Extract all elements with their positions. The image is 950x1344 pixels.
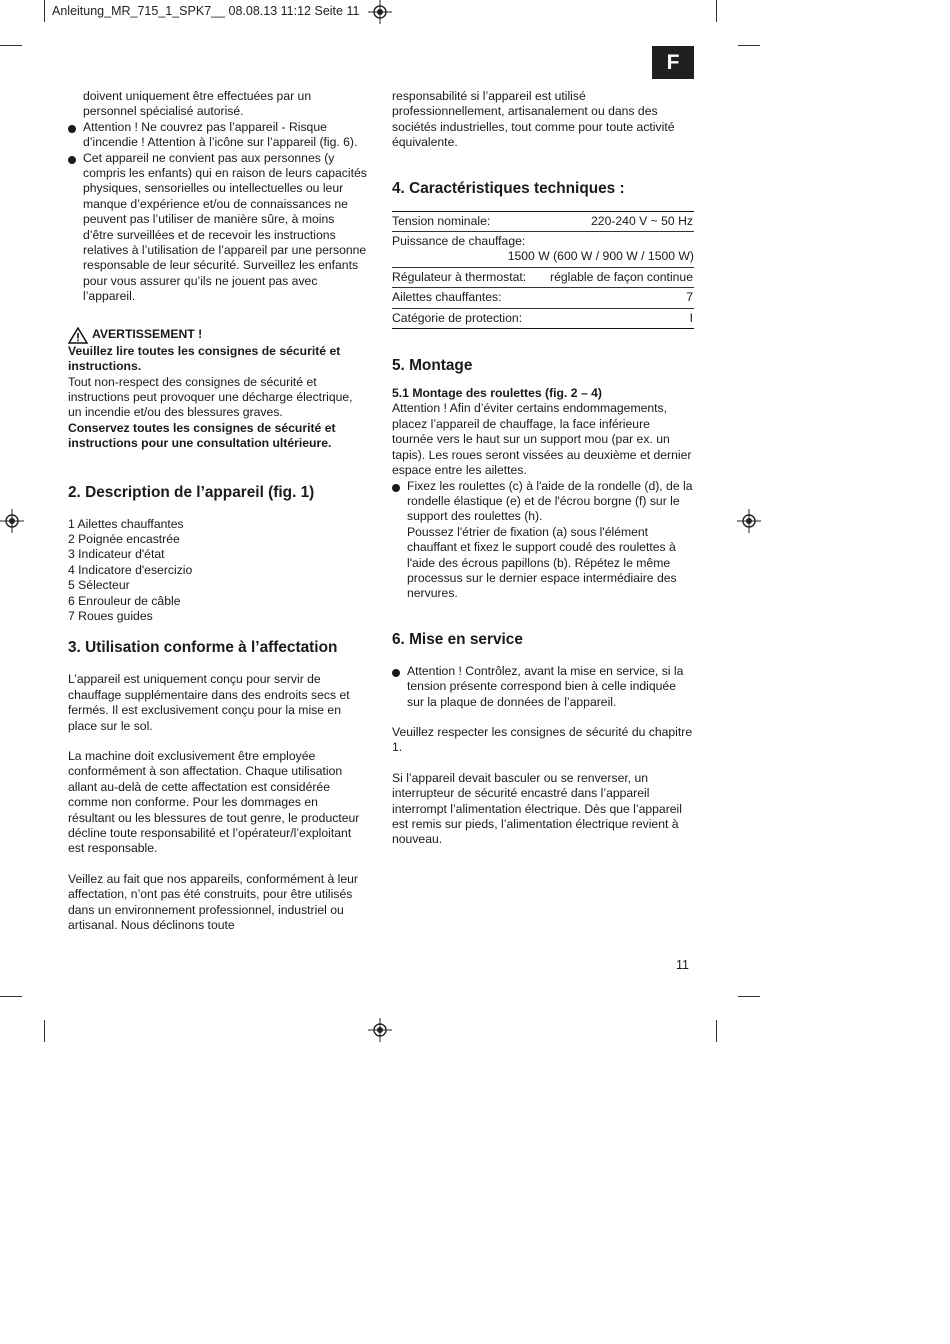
- bullet-continuation: Poussez l'étrier de fixation (a) sous l'élément chauffant et fixez le support coudé des roulettes à l'aide des écrous papillons (b). Répétez le même processus sur le dernier espace intermédiaire des nervures.: [407, 524, 677, 601]
- paragraph: L’appareil est uniquement conçu pour servir de chauffage supplémentaire dans des endroits secs et fermés. Il est exclusivement conçu pour la mise en place sur le sol.: [68, 672, 350, 733]
- crop-mark: [738, 996, 760, 997]
- list-item: 3 Indicateur d'état: [68, 547, 165, 562]
- right-column: [392, 89, 694, 848]
- bullet-dot-icon: [392, 484, 400, 492]
- spec-value: réglable de façon continue: [538, 267, 694, 287]
- registration-mark-icon: [0, 509, 24, 533]
- table-row: [392, 232, 694, 268]
- continued-paragraph: doivent uniquement être effectuées par un personnel spécialisé autorisé.: [83, 89, 312, 119]
- registration-mark-icon: [368, 1018, 392, 1042]
- bullet-item: [68, 151, 368, 305]
- spec-label: Catégorie de protection:: [392, 308, 538, 328]
- section-heading: 4. Caractéristiques techniques :: [392, 179, 625, 197]
- paragraph: Veillez au fait que nos appareils, conformément à leur affectation, n’ont pas été construits, pour être utilisés dans un environnement professionnel, industriel ou artisanal. Nous déclinons toute: [68, 871, 358, 933]
- continued-paragraph: responsabilité si l’appareil est utilisé professionnellement, artisanalement ou dans des sociétés industrielles, tout comme pour toute activité équivalente.: [392, 89, 675, 150]
- warning-text: Tout non-respect des consignes de sécurité et instructions peut provoquer une décharge électrique, un incendie et/ou des blessures graves.: [68, 374, 353, 420]
- spec-table: [392, 211, 694, 329]
- crop-mark: [0, 45, 22, 46]
- bullet-item: [392, 664, 694, 710]
- warning-heading: [68, 327, 368, 344]
- language-tab: F: [652, 46, 694, 79]
- parts-list: [68, 517, 368, 625]
- warning-bold-text: Veuillez lire toutes les consignes de sécurité et instructions.: [68, 343, 341, 374]
- spec-value: 220-240 V ~ 50 Hz: [538, 211, 694, 231]
- section-heading: 5. Montage: [392, 357, 473, 375]
- registration-mark-icon: [737, 509, 761, 533]
- bullet-text: Attention ! Ne couvrez pas l’appareil - Risque d’incendie ! Attention à l’icône sur l’appareil (fig. 6).: [83, 119, 358, 150]
- bullet-text: Cet appareil ne convient pas aux personnes (y compris les enfants) qui en raison de leurs capacités physiques, sensorielles ou intellectuelles ou leur manque d’expérience et/ou de connaissances ne peuvent pas l’utiliser de manière sûre, à moins d’être surveillées et de recevoir les instructions relatives à l’utilisation de l’appareil par une personne responsable de leur sécurité. Surveillez les enfants pour vous assurer qu’ils ne jouent pas avec l’appareil.: [83, 150, 367, 304]
- spec-label: Régulateur à thermostat:: [392, 267, 538, 287]
- crop-mark: [738, 45, 760, 46]
- section-heading: 6. Mise en service: [392, 630, 523, 648]
- crop-mark: [716, 1020, 717, 1042]
- bullet-item: [392, 479, 694, 525]
- crop-mark: [44, 1020, 45, 1042]
- list-item: 4 Indicatore d'esercizio: [68, 562, 193, 577]
- table-row: [392, 288, 694, 308]
- bullet-text: Attention ! Contrôlez, avant la mise en service, si la tension présente correspond bien à celle indiquée sur la plaque de données de l’appareil.: [407, 663, 684, 709]
- spec-value: 1500 W (600 W / 900 W / 1500 W): [507, 249, 694, 264]
- registration-mark-icon: [368, 0, 392, 24]
- spec-label: Puissance de chauffage:: [392, 234, 526, 249]
- list-item: 5 Sélecteur: [68, 578, 130, 593]
- page-number: 11: [676, 958, 689, 972]
- spec-label: Tension nominale:: [392, 211, 538, 231]
- spec-value: I: [538, 308, 694, 328]
- paragraph: La machine doit exclusivement être employée conformément à son affectation. Chaque utilisation allant au-delà de cette affectation est considérée comme non conforme. Pour les dommages en résultant ou les blessures de tout genre, le producteur décline toute responsabilité et l’opérateur/l’exploitant est responsable.: [68, 749, 360, 856]
- print-header: Anleitung_MR_715_1_SPK7__ 08.08.13 11:12 Seite 11: [52, 4, 360, 18]
- warning-bold-text: Conservez toutes les consignes de sécurité et instructions pour une consultation ultérieure.: [68, 420, 336, 451]
- bullet-dot-icon: [392, 669, 400, 677]
- table-row: [392, 267, 694, 287]
- section-heading: 2. Description de l’appareil (fig. 1): [68, 483, 315, 501]
- list-item: 6 Enrouleur de câble: [68, 593, 181, 608]
- spec-value: 7: [538, 288, 694, 308]
- table-row: [392, 211, 694, 231]
- subsection-heading: 5.1 Montage des roulettes (fig. 2 – 4): [392, 386, 602, 401]
- bullet-text: Fixez les roulettes (c) à l'aide de la rondelle (d), de la rondelle élastique (e) et de l'écrou borgne (f) sur le support des roulettes (h).: [407, 478, 693, 524]
- section-heading: 3. Utilisation conforme à l’affectation: [68, 639, 338, 657]
- crop-mark: [0, 996, 22, 997]
- list-item: 1 Ailettes chauffantes: [68, 516, 184, 531]
- list-item: 2 Poignée encastrée: [68, 531, 180, 546]
- paragraph: Attention ! Afin d’éviter certains endommagements, placez l’appareil de chauffage, la face inférieure tournée vers le haut sur un support mou (par ex. un tapis). Les roues seront vissées au deuxième et dernier espace entre les ailettes.: [392, 401, 692, 478]
- left-column: [68, 89, 368, 933]
- paragraph: Si l’appareil devait basculer ou se renverser, un interrupteur de sécurité encastré dans l’appareil interrompt l’alimentation électrique. Dès que l’appareil est remis sur pieds, l’alimentation électrique revient à nouveau.: [392, 770, 682, 847]
- crop-mark: [44, 0, 45, 22]
- crop-mark: [716, 0, 717, 22]
- bullet-dot-icon: [68, 156, 76, 164]
- list-item: 7 Roues guides: [68, 608, 153, 623]
- bullet-item: [68, 120, 368, 151]
- warning-title: AVERTISSEMENT !: [92, 327, 203, 342]
- spec-label: Ailettes chauffantes:: [392, 288, 538, 308]
- bullet-dot-icon: [68, 125, 76, 133]
- table-row: [392, 308, 694, 328]
- paragraph: Veuillez respecter les consignes de sécurité du chapitre 1.: [392, 724, 693, 755]
- warning-triangle-icon: [68, 327, 88, 344]
